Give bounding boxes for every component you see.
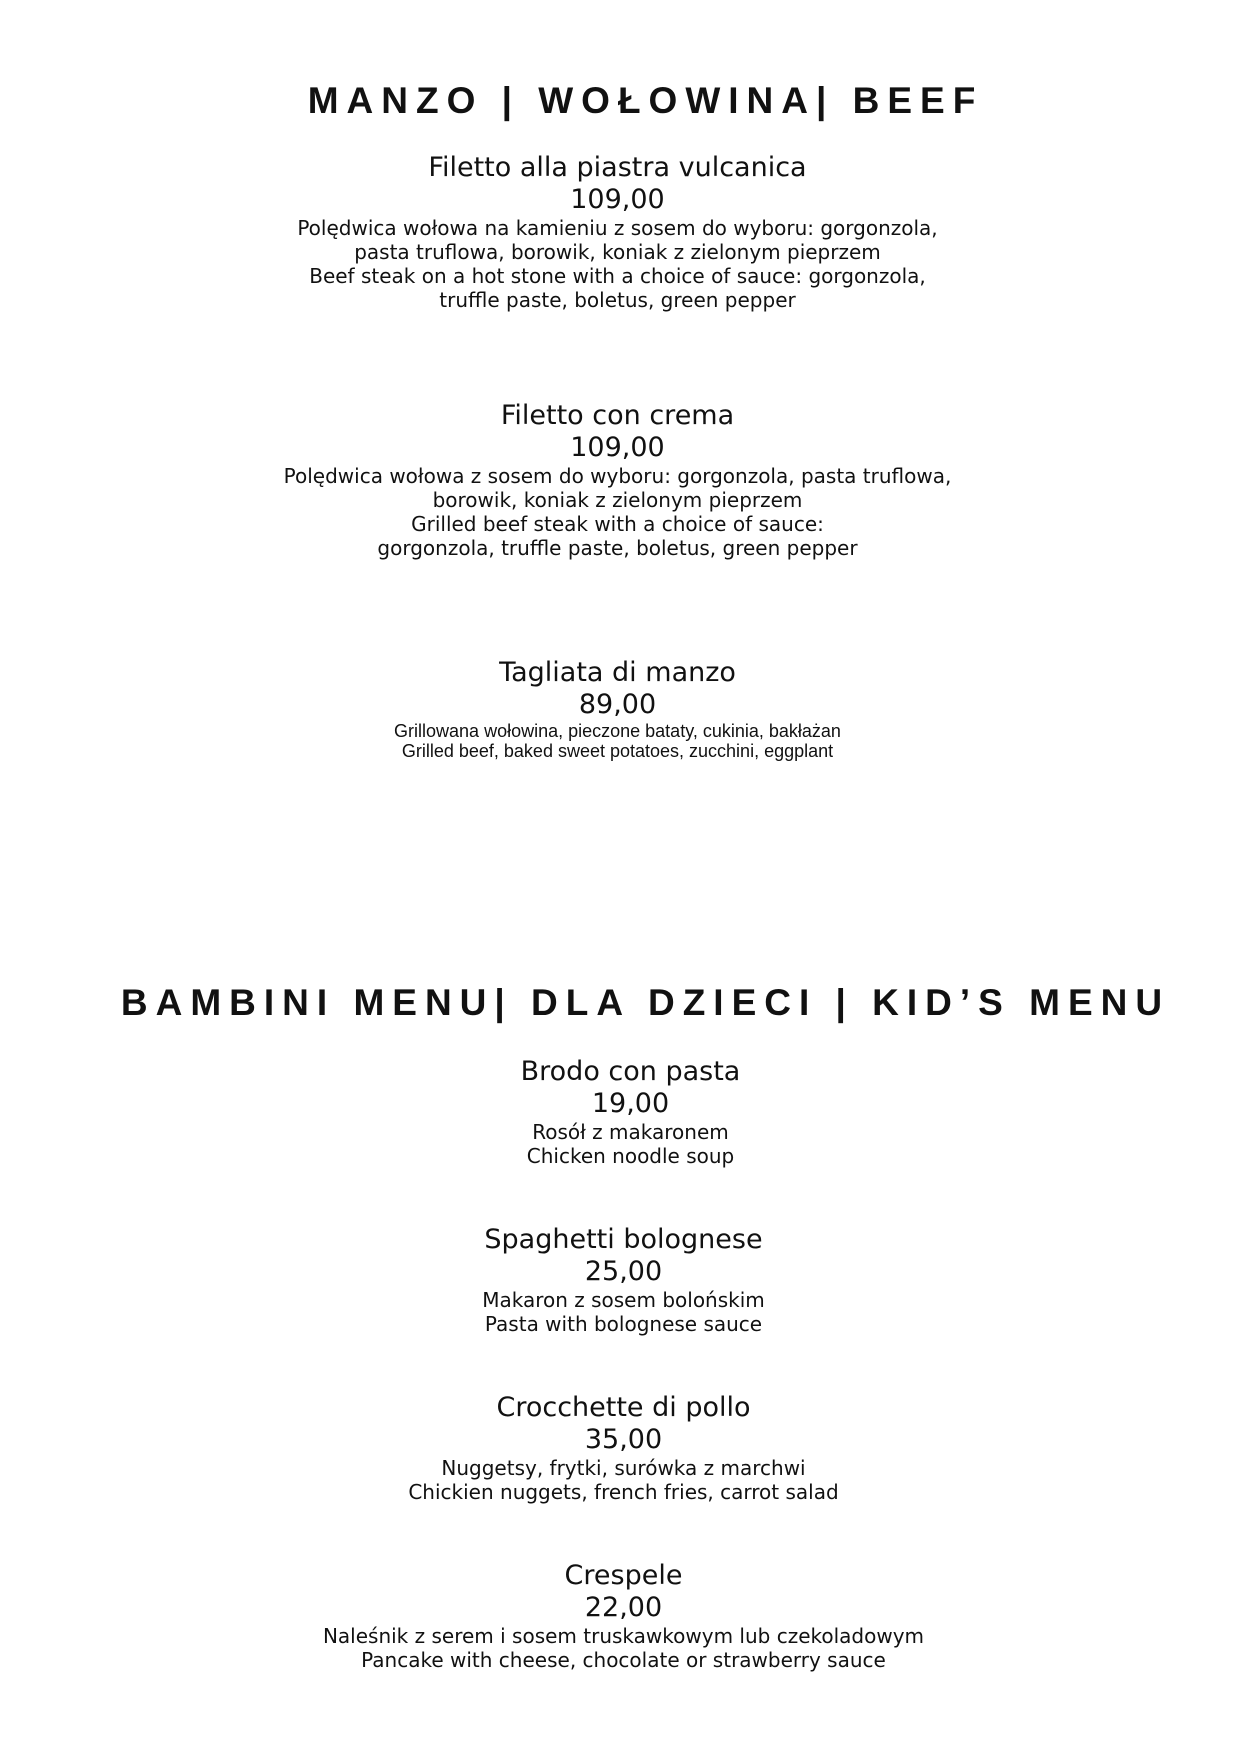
item-description-pl: Makaron z sosem bolońskim <box>482 1288 765 1312</box>
item-description-pl: Rosół z makaronem <box>532 1120 729 1144</box>
item-description-pl: Grillowana wołowina, pieczone bataty, cukinia, bakłażan <box>394 721 841 741</box>
item-description-pl: Polędwica wołowa na kamieniu z sosem do wyboru: gorgonzola, pasta truflowa, borowik, koniak z zielonym pieprzem <box>297 216 938 264</box>
item-description-en: Grilled beef, baked sweet potatoes, zucchini, eggplant <box>401 741 834 761</box>
item-name: Brodo con pasta <box>520 1056 741 1087</box>
item-price: 89,00 <box>578 689 657 720</box>
item-description-en: Chicken noodle soup <box>526 1144 735 1168</box>
item-price: 35,00 <box>584 1424 663 1455</box>
item-name: Tagliata di manzo <box>499 657 736 688</box>
item-name: Filetto alla piastra vulcanica <box>428 152 807 183</box>
menu-item <box>10 1056 1241 1168</box>
item-name: Crespele <box>564 1560 683 1591</box>
item-name: Filetto con crema <box>500 400 735 431</box>
item-description-pl: Nuggetsy, frytki, surówka z marchwi <box>441 1456 806 1480</box>
menu-item <box>3 1392 1241 1504</box>
item-price: 25,00 <box>584 1256 663 1287</box>
item-name: Crocchette di pollo <box>496 1392 751 1423</box>
menu-item <box>3 1560 1241 1672</box>
item-description-en: Pancake with cheese, chocolate or strawberry sauce <box>361 1648 886 1672</box>
item-name: Spaghetti bolognese <box>484 1224 763 1255</box>
item-description-en: Grilled beef steak with a choice of sauce: gorgonzola, truffle paste, boletus, green pepper <box>377 512 858 560</box>
item-price: 19,00 <box>591 1088 670 1119</box>
item-price: 22,00 <box>584 1592 663 1623</box>
item-price: 109,00 <box>570 184 665 215</box>
menu-item <box>0 152 1238 312</box>
section-title-kids: BAMBINI MENU| DLA DZIECI | KID’S MENU <box>120 982 1171 1023</box>
section-title-beef: MANZO | WOŁOWINA| BEEF <box>307 80 984 121</box>
item-description-en: Chickien nuggets, french fries, carrot salad <box>408 1480 839 1504</box>
item-description-en: Beef steak on a hot stone with a choice of sauce: gorgonzola, truffle paste, boletus, green pepper <box>309 264 926 312</box>
item-description-pl: Polędwica wołowa z sosem do wyboru: gorgonzola, pasta truflowa, borowik, koniak z zielonym pieprzem <box>283 464 952 512</box>
item-description-pl: Naleśnik z serem i sosem truskawkowym lub czekoladowym <box>322 1624 925 1648</box>
menu-item <box>0 400 1238 560</box>
menu-item <box>3 1224 1241 1336</box>
item-description-en: Pasta with bolognese sauce <box>484 1312 763 1336</box>
menu-item <box>0 657 1238 761</box>
item-price: 109,00 <box>570 432 665 463</box>
